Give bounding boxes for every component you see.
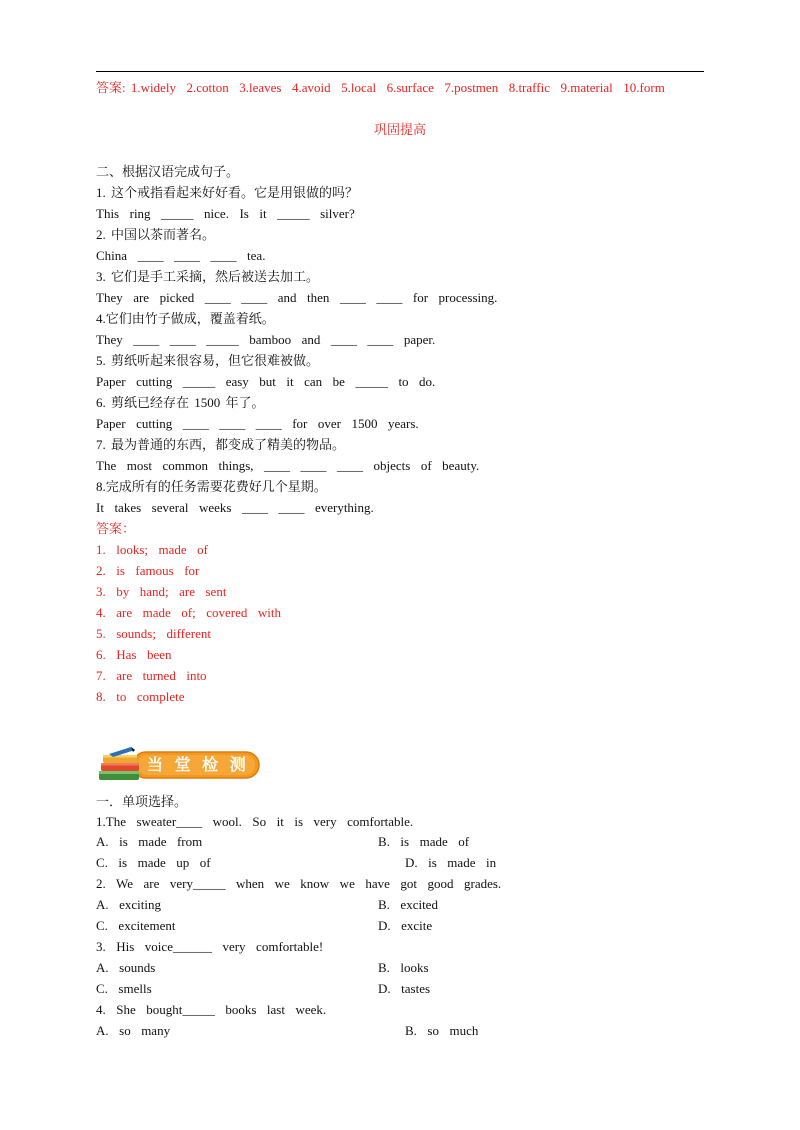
- question: 3. His voice______ very comfortable!: [96, 939, 324, 954]
- answer-item: 7. are turned into: [96, 668, 207, 683]
- section-banner: [95, 745, 261, 783]
- question-cn: 7. 最为普通的东西，都变成了精美的物品。: [96, 437, 346, 452]
- option-c: C. excitement: [96, 918, 176, 933]
- question-cn: 5. 剪纸听起来很容易，但它很难被做。: [96, 353, 320, 368]
- part1-heading: 一．单项选择。: [96, 794, 188, 809]
- question-en: They ____ ____ _____ bamboo and ____ ____ paper.: [96, 332, 436, 347]
- option-b: B. looks: [378, 960, 429, 975]
- question: 2. We are very_____ when we know we have got good grades.: [96, 876, 502, 891]
- option-a: A. so many: [96, 1023, 171, 1038]
- option-b: B. is made of: [378, 834, 470, 849]
- option-d: D. tastes: [378, 981, 431, 996]
- answer-item: 4. are made of; covered with: [96, 605, 281, 620]
- question-en: Paper cutting ____ ____ ____ for over 1500 years.: [96, 416, 419, 431]
- question-en: China ____ ____ ____ tea.: [96, 248, 266, 263]
- question-cn: 1. 这个戒指看起来好好看。它是用银做的吗？: [96, 185, 359, 200]
- question: 4. She bought_____ books last week.: [96, 1002, 327, 1017]
- answer-key-line: 答案: 1.widely 2.cotton 3.leaves 4.avoid 5.local 6.surface 7.postmen 8.traffic 9.material 10.form: [96, 80, 665, 95]
- answer-label: 答案：: [96, 521, 136, 536]
- question-en: Paper cutting _____ easy but it can be _____ to do.: [96, 374, 436, 389]
- question-cn: 3. 它们是手工采摘，然后被送去加工。: [96, 269, 320, 284]
- answer-item: 8. to complete: [96, 689, 185, 704]
- question-en: They are picked ____ ____ and then ____ ____ for processing.: [96, 290, 498, 305]
- option-b: B. so much: [405, 1023, 479, 1038]
- question-cn: 4.它们由竹子做成，覆盖着纸。: [96, 311, 275, 326]
- option-c: C. is made up of: [96, 855, 211, 870]
- section-title: 巩固提高: [373, 122, 426, 137]
- option-b: B. excited: [378, 897, 438, 912]
- answer-item: 1. looks; made of: [96, 542, 209, 557]
- answer-item: 3. by hand; are sent: [96, 584, 227, 599]
- answer-item: 5. sounds; different: [96, 626, 211, 641]
- question: 1.The sweater____ wool. So it is very comfortable.: [96, 814, 414, 829]
- option-c: C. smells: [96, 981, 152, 996]
- question-cn: 2. 中国以茶而著名。: [96, 227, 216, 242]
- question-en: It takes several weeks ____ ____ everything.: [96, 500, 374, 515]
- option-d: D. excite: [378, 918, 433, 933]
- option-d: D. is made in: [405, 855, 497, 870]
- answer-item: 2. is famous for: [96, 563, 200, 578]
- banner-text: 当 堂 检 测: [147, 755, 249, 774]
- question-cn: 8.完成所有的任务需要花费好几个星期。: [96, 479, 327, 494]
- part2-heading: 二、根据汉语完成句子。: [96, 164, 240, 179]
- header-rule: [96, 71, 704, 72]
- question-en: This ring _____ nice. Is it _____ silver?: [96, 206, 355, 221]
- option-a: A. is made from: [96, 834, 203, 849]
- question-en: The most common things, ____ ____ ____ objects of beauty.: [96, 458, 480, 473]
- question-cn: 6. 剪纸已经存在 1500 年了。: [96, 395, 265, 410]
- answer-item: 6. Has been: [96, 647, 172, 662]
- option-a: A. exciting: [96, 897, 162, 912]
- option-a: A. sounds: [96, 960, 156, 975]
